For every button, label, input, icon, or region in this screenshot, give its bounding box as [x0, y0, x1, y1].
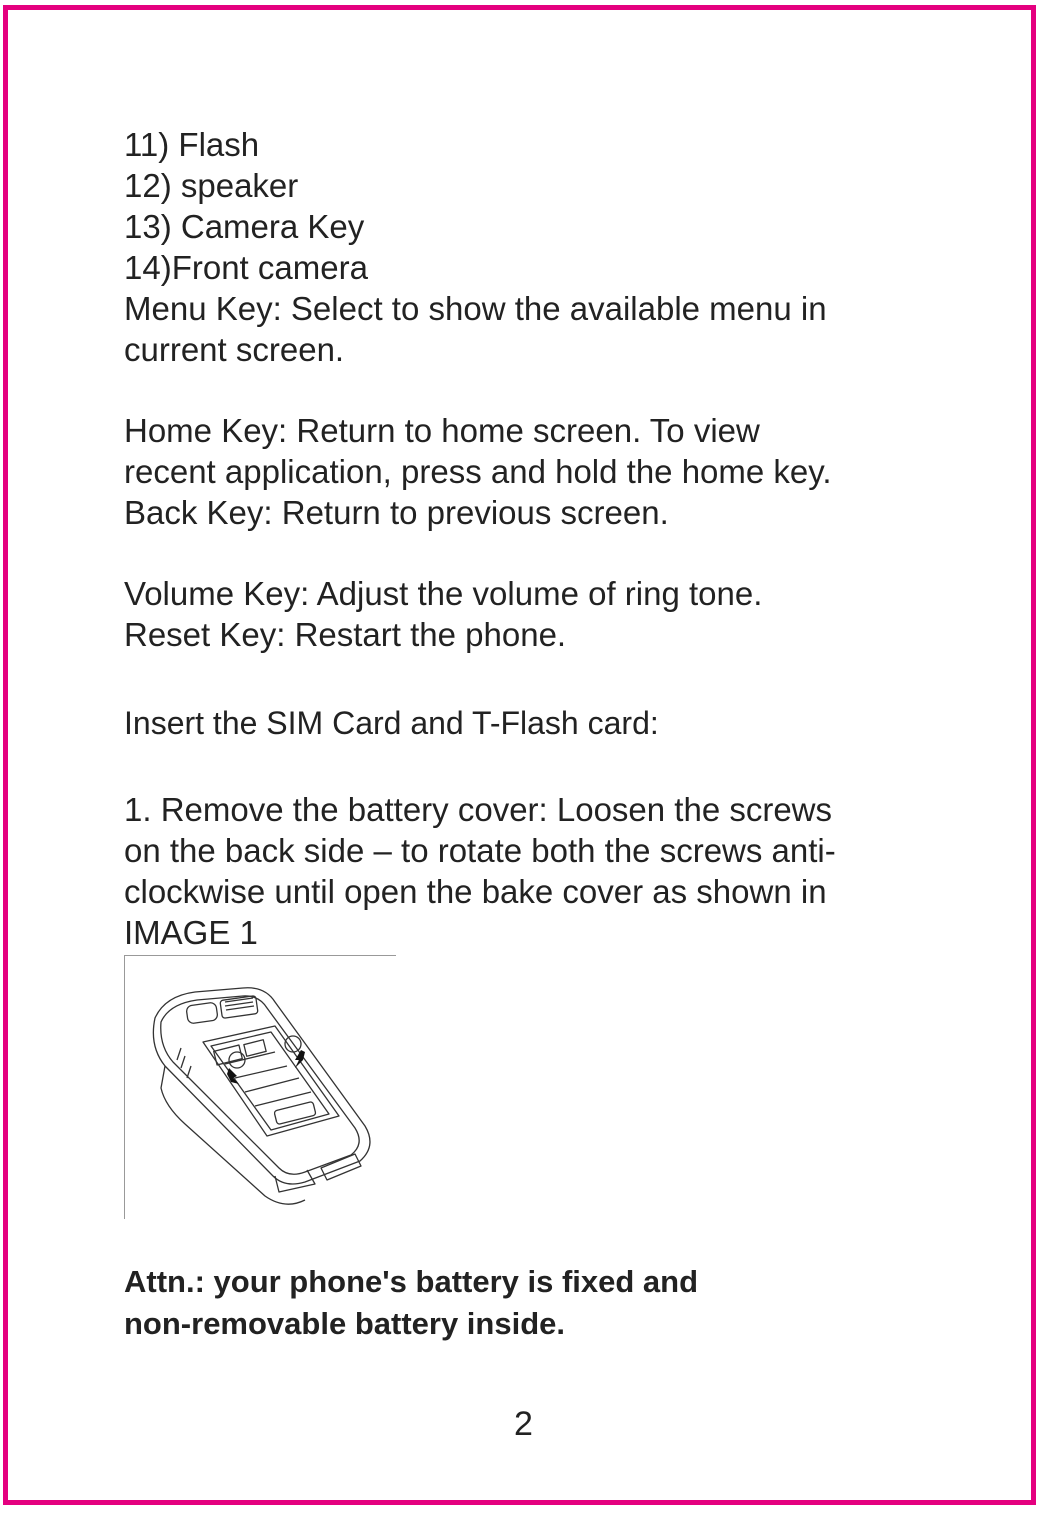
- page-number: 2: [514, 1405, 533, 1443]
- page-content: [124, 124, 944, 1345]
- phone-back-illustration-icon: [125, 956, 397, 1220]
- back-key-line: Back Key: Return to previous screen.: [124, 494, 669, 531]
- section-heading: Insert the SIM Card and T-Flash card:: [124, 705, 659, 741]
- step1-line-2: on the back side – to rotate both the screws anti-: [124, 832, 836, 869]
- reset-key-line: Reset Key: Restart the phone.: [124, 616, 567, 653]
- attn-line-2: non-removable battery inside.: [124, 1306, 565, 1341]
- list-item-camera-key: 13) Camera Key: [124, 208, 365, 245]
- home-key-line-2: recent application, press and hold the home key.: [124, 453, 832, 490]
- menu-key-line-1: Menu Key: Select to show the available menu in: [124, 290, 827, 327]
- menu-key-line-2: current screen.: [124, 331, 345, 368]
- step1-line-3: clockwise until open the bake cover as shown in: [124, 873, 827, 910]
- list-item-front-camera: 14)Front camera: [124, 249, 368, 286]
- image-1-figure: [124, 955, 396, 1219]
- step1-line-1: 1. Remove the battery cover: Loosen the screws: [124, 791, 833, 828]
- list-item-speaker: 12) speaker: [124, 167, 299, 204]
- list-item-flash: 11) Flash: [124, 126, 260, 163]
- attn-line-1: Attn.: your phone's battery is fixed and: [124, 1264, 699, 1299]
- volume-key-line: Volume Key: Adjust the volume of ring tone.: [124, 575, 763, 612]
- home-key-line-1: Home Key: Return to home screen. To view: [124, 412, 760, 449]
- step1-line-4: IMAGE 1: [124, 914, 258, 951]
